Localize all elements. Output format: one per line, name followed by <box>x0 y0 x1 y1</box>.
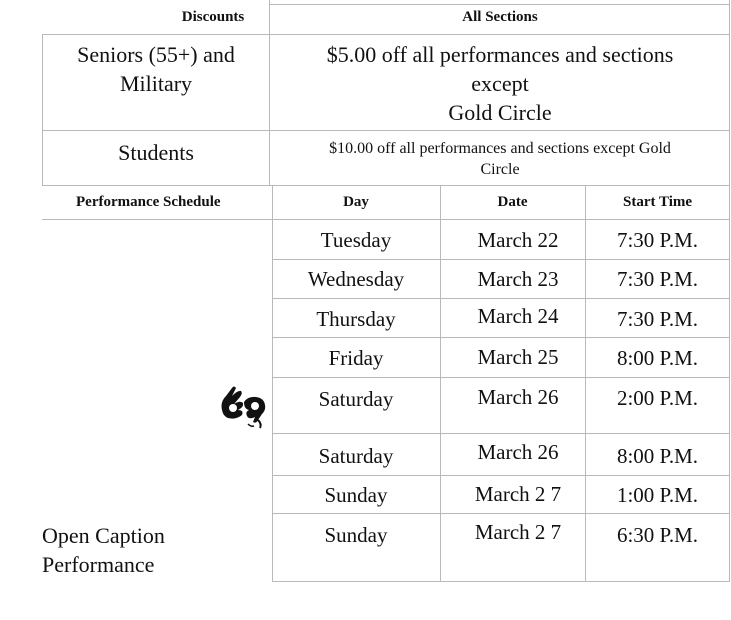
row-day: Friday <box>328 346 384 370</box>
row-time: 8:00 P.M. <box>616 444 699 468</box>
divider <box>42 130 730 131</box>
row-date: March 2 7 <box>474 482 562 506</box>
desc-line: Gold Circle <box>448 100 552 125</box>
desc-line: $5.00 off all performances and sections <box>326 42 674 67</box>
col-header-date: Date <box>497 194 528 210</box>
discount-category-seniors <box>43 40 269 98</box>
row-day: Saturday <box>318 387 394 411</box>
open-caption-line: Open Caption <box>42 523 165 548</box>
row-date: March 22 <box>477 228 559 252</box>
row-day: Thursday <box>316 307 396 331</box>
row-date: March 2 7 <box>474 520 562 544</box>
discounts-header: Discounts <box>181 9 245 25</box>
all-sections-header: All Sections <box>462 9 538 25</box>
divider <box>270 4 730 5</box>
row-day: Wednesday <box>307 267 405 291</box>
col-header-start-time: Start Time <box>622 194 693 210</box>
row-date: March 26 <box>477 385 559 409</box>
row-day: Saturday <box>318 444 394 468</box>
divider <box>272 581 730 582</box>
row-time: 7:30 P.M. <box>616 267 699 291</box>
row-date: March 25 <box>477 345 559 369</box>
row-time: 7:30 P.M. <box>616 228 699 252</box>
divider <box>272 298 730 299</box>
row-time: 1:00 P.M. <box>616 483 699 507</box>
divider <box>272 377 730 378</box>
divider <box>272 433 730 434</box>
discount-category-students: Students <box>118 140 194 165</box>
row-day: Sunday <box>324 523 388 547</box>
row-date: March 23 <box>477 267 559 291</box>
divider <box>272 513 730 514</box>
discount-desc-students <box>270 138 730 180</box>
row-date: March 26 <box>477 440 559 464</box>
row-time: 6:30 P.M. <box>616 523 699 547</box>
row-date: March 24 <box>477 304 559 328</box>
row-time: 8:00 P.M. <box>616 346 699 370</box>
divider <box>272 475 730 476</box>
row-day: Sunday <box>324 483 388 507</box>
divider <box>272 259 730 260</box>
row-day: Tuesday <box>320 228 392 252</box>
col-header-day: Day <box>343 194 369 210</box>
open-caption-label <box>42 521 165 579</box>
divider <box>42 219 730 220</box>
category-line: Military <box>119 71 193 96</box>
divider <box>42 185 730 186</box>
divider <box>42 34 730 35</box>
divider <box>272 337 730 338</box>
asl-interpretation-icon <box>218 380 270 430</box>
desc-line: $10.00 off all performances and sections except Gold <box>329 140 671 157</box>
desc-line: Circle <box>480 161 520 178</box>
row-time: 7:30 P.M. <box>616 307 699 331</box>
row-time: 2:00 P.M. <box>616 386 699 410</box>
category-line: Seniors (55+) and <box>77 42 235 67</box>
discount-desc-seniors <box>270 40 730 127</box>
desc-line: except <box>471 71 529 96</box>
open-caption-line: Performance <box>42 552 155 577</box>
performance-schedule-header: Performance Schedule <box>76 194 221 210</box>
